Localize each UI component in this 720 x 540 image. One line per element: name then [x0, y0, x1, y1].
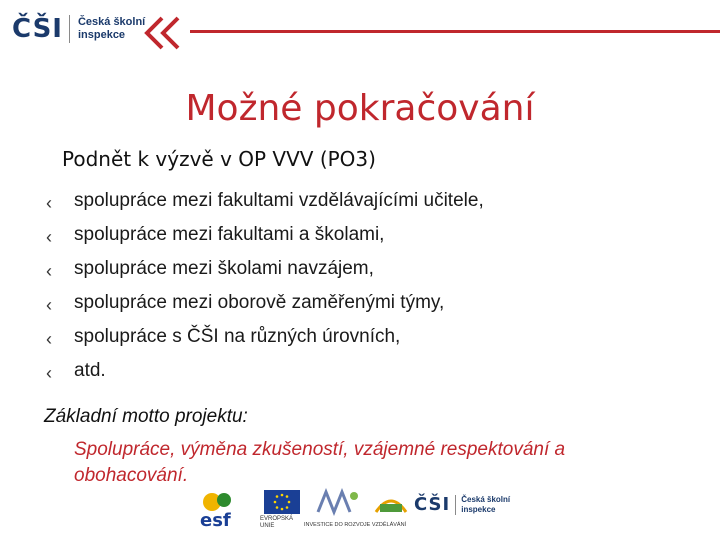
chevron-left-icon: ‹: [46, 261, 52, 281]
logo-text: [78, 16, 145, 42]
list-item-text: spolupráce s ČŠI na různých úrovních,: [74, 326, 401, 347]
chevron-left-icon: ‹: [46, 329, 52, 349]
footer-logo-divider: [455, 495, 456, 515]
esf-logo-icon: [198, 490, 258, 530]
list-item: [40, 290, 484, 324]
eu-stars-icon: [264, 490, 300, 514]
op-vk-logo-icon: [314, 488, 362, 516]
footer-logo-mark: ČŠI: [414, 494, 451, 515]
logo-mark: ČŠI: [12, 14, 63, 44]
list-item: [40, 188, 484, 222]
header: [0, 0, 720, 62]
csi-logo: [12, 14, 145, 44]
list-item-text: spolupráce mezi školami navzájem,: [74, 258, 374, 279]
list-item: [40, 256, 484, 290]
list-item-text: spolupráce mezi fakultami a školami,: [74, 224, 385, 245]
logo-text-line2: inspekce: [77, 29, 126, 41]
bullet-list: [40, 188, 484, 392]
motto-label: Základní motto projektu:: [44, 406, 248, 427]
list-item: [40, 222, 484, 256]
chevron-left-icon: ‹: [46, 193, 52, 213]
eu-caption: EVROPSKÁ UNIE: [260, 516, 294, 529]
header-divider: [190, 30, 720, 33]
chevron-left-icon: ‹: [46, 227, 52, 247]
chevron-left-icon: ‹: [46, 363, 52, 383]
footer-logos: [198, 486, 522, 538]
ministry-logo-icon: [372, 490, 410, 516]
list-item: [40, 358, 484, 392]
esf-label: esf: [200, 510, 231, 530]
chevron-left-icon: ‹: [46, 295, 52, 315]
list-item-text: spolupráce mezi fakultami vzdělávajícími učitele,: [74, 190, 484, 211]
list-item-text: atd.: [74, 360, 106, 381]
footer-logo-text-line1: Česká školní: [461, 494, 511, 504]
slide-subtitle: Podnět k výzvě v OP VVV (PO3): [62, 147, 376, 171]
double-chevron-icon: [142, 16, 182, 50]
footer-csi-logo: [414, 494, 510, 515]
footer-logo-text-line2: inspekce: [461, 504, 496, 514]
logo-text-line1: Česká školní: [77, 16, 146, 28]
logo-divider: [69, 15, 70, 43]
list-item-text: spolupráce mezi oborově zaměřenými týmy,: [74, 292, 445, 313]
footer-logo-text: [461, 495, 510, 515]
list-item: [40, 324, 484, 358]
eu-flag-icon: [264, 490, 300, 514]
op-caption: INVESTICE DO ROZVOJE VZDĚLÁVÁNÍ: [304, 522, 407, 528]
slide-title: Možné pokračování: [185, 88, 535, 129]
motto-text: Spolupráce, výměna zkušeností, vzájemné respektování a obohacování.: [74, 439, 566, 486]
